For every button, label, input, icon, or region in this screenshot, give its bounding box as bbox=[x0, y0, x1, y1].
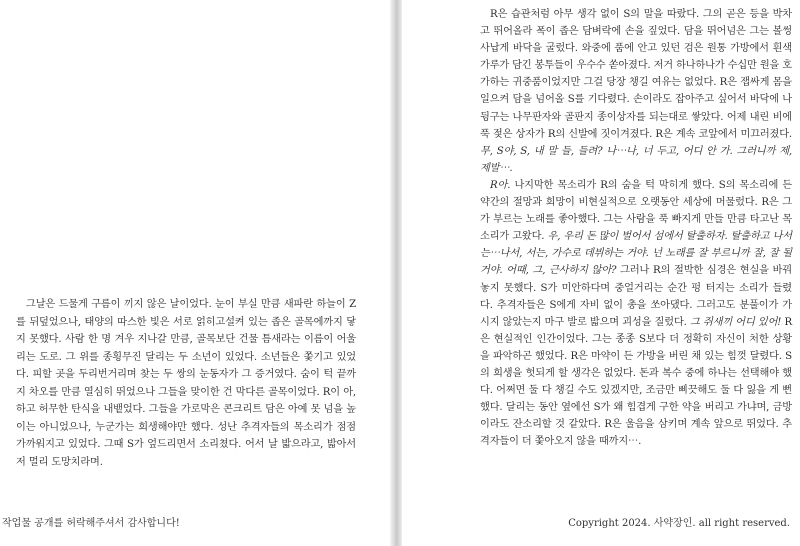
left-page bbox=[0, 0, 390, 546]
left-paragraph: 그날은 드물게 구름이 끼지 않은 날이었다. 눈이 부실 만큼 새파란 하늘이 Z를 뒤덮었으나, 태양의 따스한 빛은 서로 얽히고설켜 있는 좁은 골목에까지 닿지 못했다. 사람 한 명 겨우 지나갈 만큼, 골목보단 건물 틈새라는 이름이 어울리는 도로. 그 위를 종횡무진 달리는 두 소년이 있었다. 소년들은 쫓기고 있었다. 피할 곳을 두리번거리며 찾는 두 쌍의 눈동자가 그 증거였다. 숨이 턱 끝까지 차오를 만큼 열심히 뛰었으나 그들을 맞이한 건 막다른 골목이었다. R이 아, 하고 허무한 탄식을 내뱉었다. 그들을 가로막은 콘크리트 담은 아예 못 넘을 높이는 아니었으나, 누군가는 희생해야만 했다. 성난 추격자들의 목소리가 점점 가까워지고 있었다. 그때 S가 엎드리면서 소리쳤다. 어서 날 밟으라고, 밟아서 저 멀리 도망치라며. bbox=[16, 299, 356, 468]
right-paragraph-2 bbox=[480, 177, 792, 451]
right-p2-dialogue-b: 우, 우리 돈 많이 벌어서 섬에서 탈출하자. 탈출하고 나서는⋯나서, 서는, 가수로 데뷔하는 거야. 넌 노래를 잘 부르니까 잘, 잘 될 거야. 어때, 그, 근사하지 않아? bbox=[480, 231, 792, 277]
right-p2-text-c: R은 현실적인 인간이었다. 그는 종종 S보다 더 정확히 자신이 처한 상황을 파악하곤 했었다. R은 마약이 든 가방을 버린 채 있는 힘껏 달렸다. S의 희생을 헛되게 할 생각은 없었다. 돈과 복수 중에 하나는 선택해야 했다. 어쩌면 둘 다 챙길 수도 있겠지만, 조금만 삐끗해도 둘 다 잃을 게 뻔했다. 달리는 동안 옆에선 S가 왜 힘겹게 구한 약을 버리고 가냐며, 금방이라도 잔소리할 것 같았다. R은 울음을 삼키며 계속 앞으로 뛰었다. 추격자들이 더 쫓아오지 않을 때까지⋯. bbox=[480, 316, 793, 448]
right-p2-text-b: 그러나 R의 절박한 심경은 현실을 바꿔놓지 못했다. S가 미안하다며 중얼거리는 순간 펑 터지는 소리가 들렸다. 추격자들은 S에게 자비 없이 총을 쏘아댔다. 그러고도 분풀이가 가시지 않았는지 마구 발로 밟으며 괴성을 질렀다. bbox=[480, 265, 792, 328]
right-story-text bbox=[480, 6, 792, 450]
right-page bbox=[402, 0, 800, 546]
right-p2-dialogue-c: 그 쥐새끼 어디 있어! bbox=[690, 316, 782, 328]
book-spine-gutter bbox=[390, 0, 402, 546]
right-p1-dialogue: 무, S야, S, 내 말 들, 들려? 나⋯나, 너 두고, 어디 안 가. 그러니까 제, 제발⋯. bbox=[480, 145, 792, 174]
left-story-text bbox=[16, 296, 356, 471]
right-p2-text-a: 나지막한 목소리가 R의 숨을 턱 막히게 했다. S의 목소리에 든 약간의 절망과 희망이 비현실적으로 오랫동안 세상에 머물렀다. R은 그가 부르는 노래를 좋아했다. 그는 사람을 푹 빠지게 만들 만큼 타고난 목소리가 고왔다. bbox=[480, 179, 792, 243]
right-p2-dialogue-a: R아. bbox=[490, 179, 511, 191]
left-footer-note: 작업물 공개를 허락해주셔서 감사합니다! bbox=[2, 518, 180, 529]
copyright-footer: Copyright 2024. 사약장인. all right reserved. bbox=[568, 518, 790, 529]
right-p1-text: R은 습관처럼 아무 생각 없이 S의 말을 따랐다. 그의 곧은 등을 박차고 뛰어올라 폭이 좁은 담벼락에 손을 짚었다. 담을 뛰어넘은 그는 볼썽사납게 바닥을 굴렀다. 와중에 품에 안고 있던 검은 원통 가방에서 흰색 가루가 담긴 봉투들이 우수수 쏟아졌다. 저거 하나하나가 수십만 원을 호가하는 귀중품이었지만 그걸 당장 챙길 여유는 없었다. R은 잽싸게 몸을 일으켜 담을 넘어올 S를 기다렸다. 손이라도 잡아주고 싶어서 바닥에 나뒹구는 나무판자와 골판지 종이상자를 되는대로 쌓았다. 어제 내린 비에 푹 젖은 상자가 R의 신발에 짓이겨졌다. R은 계속 코앞에서 미끄러졌다. bbox=[480, 9, 792, 140]
right-paragraph-1 bbox=[480, 6, 792, 177]
